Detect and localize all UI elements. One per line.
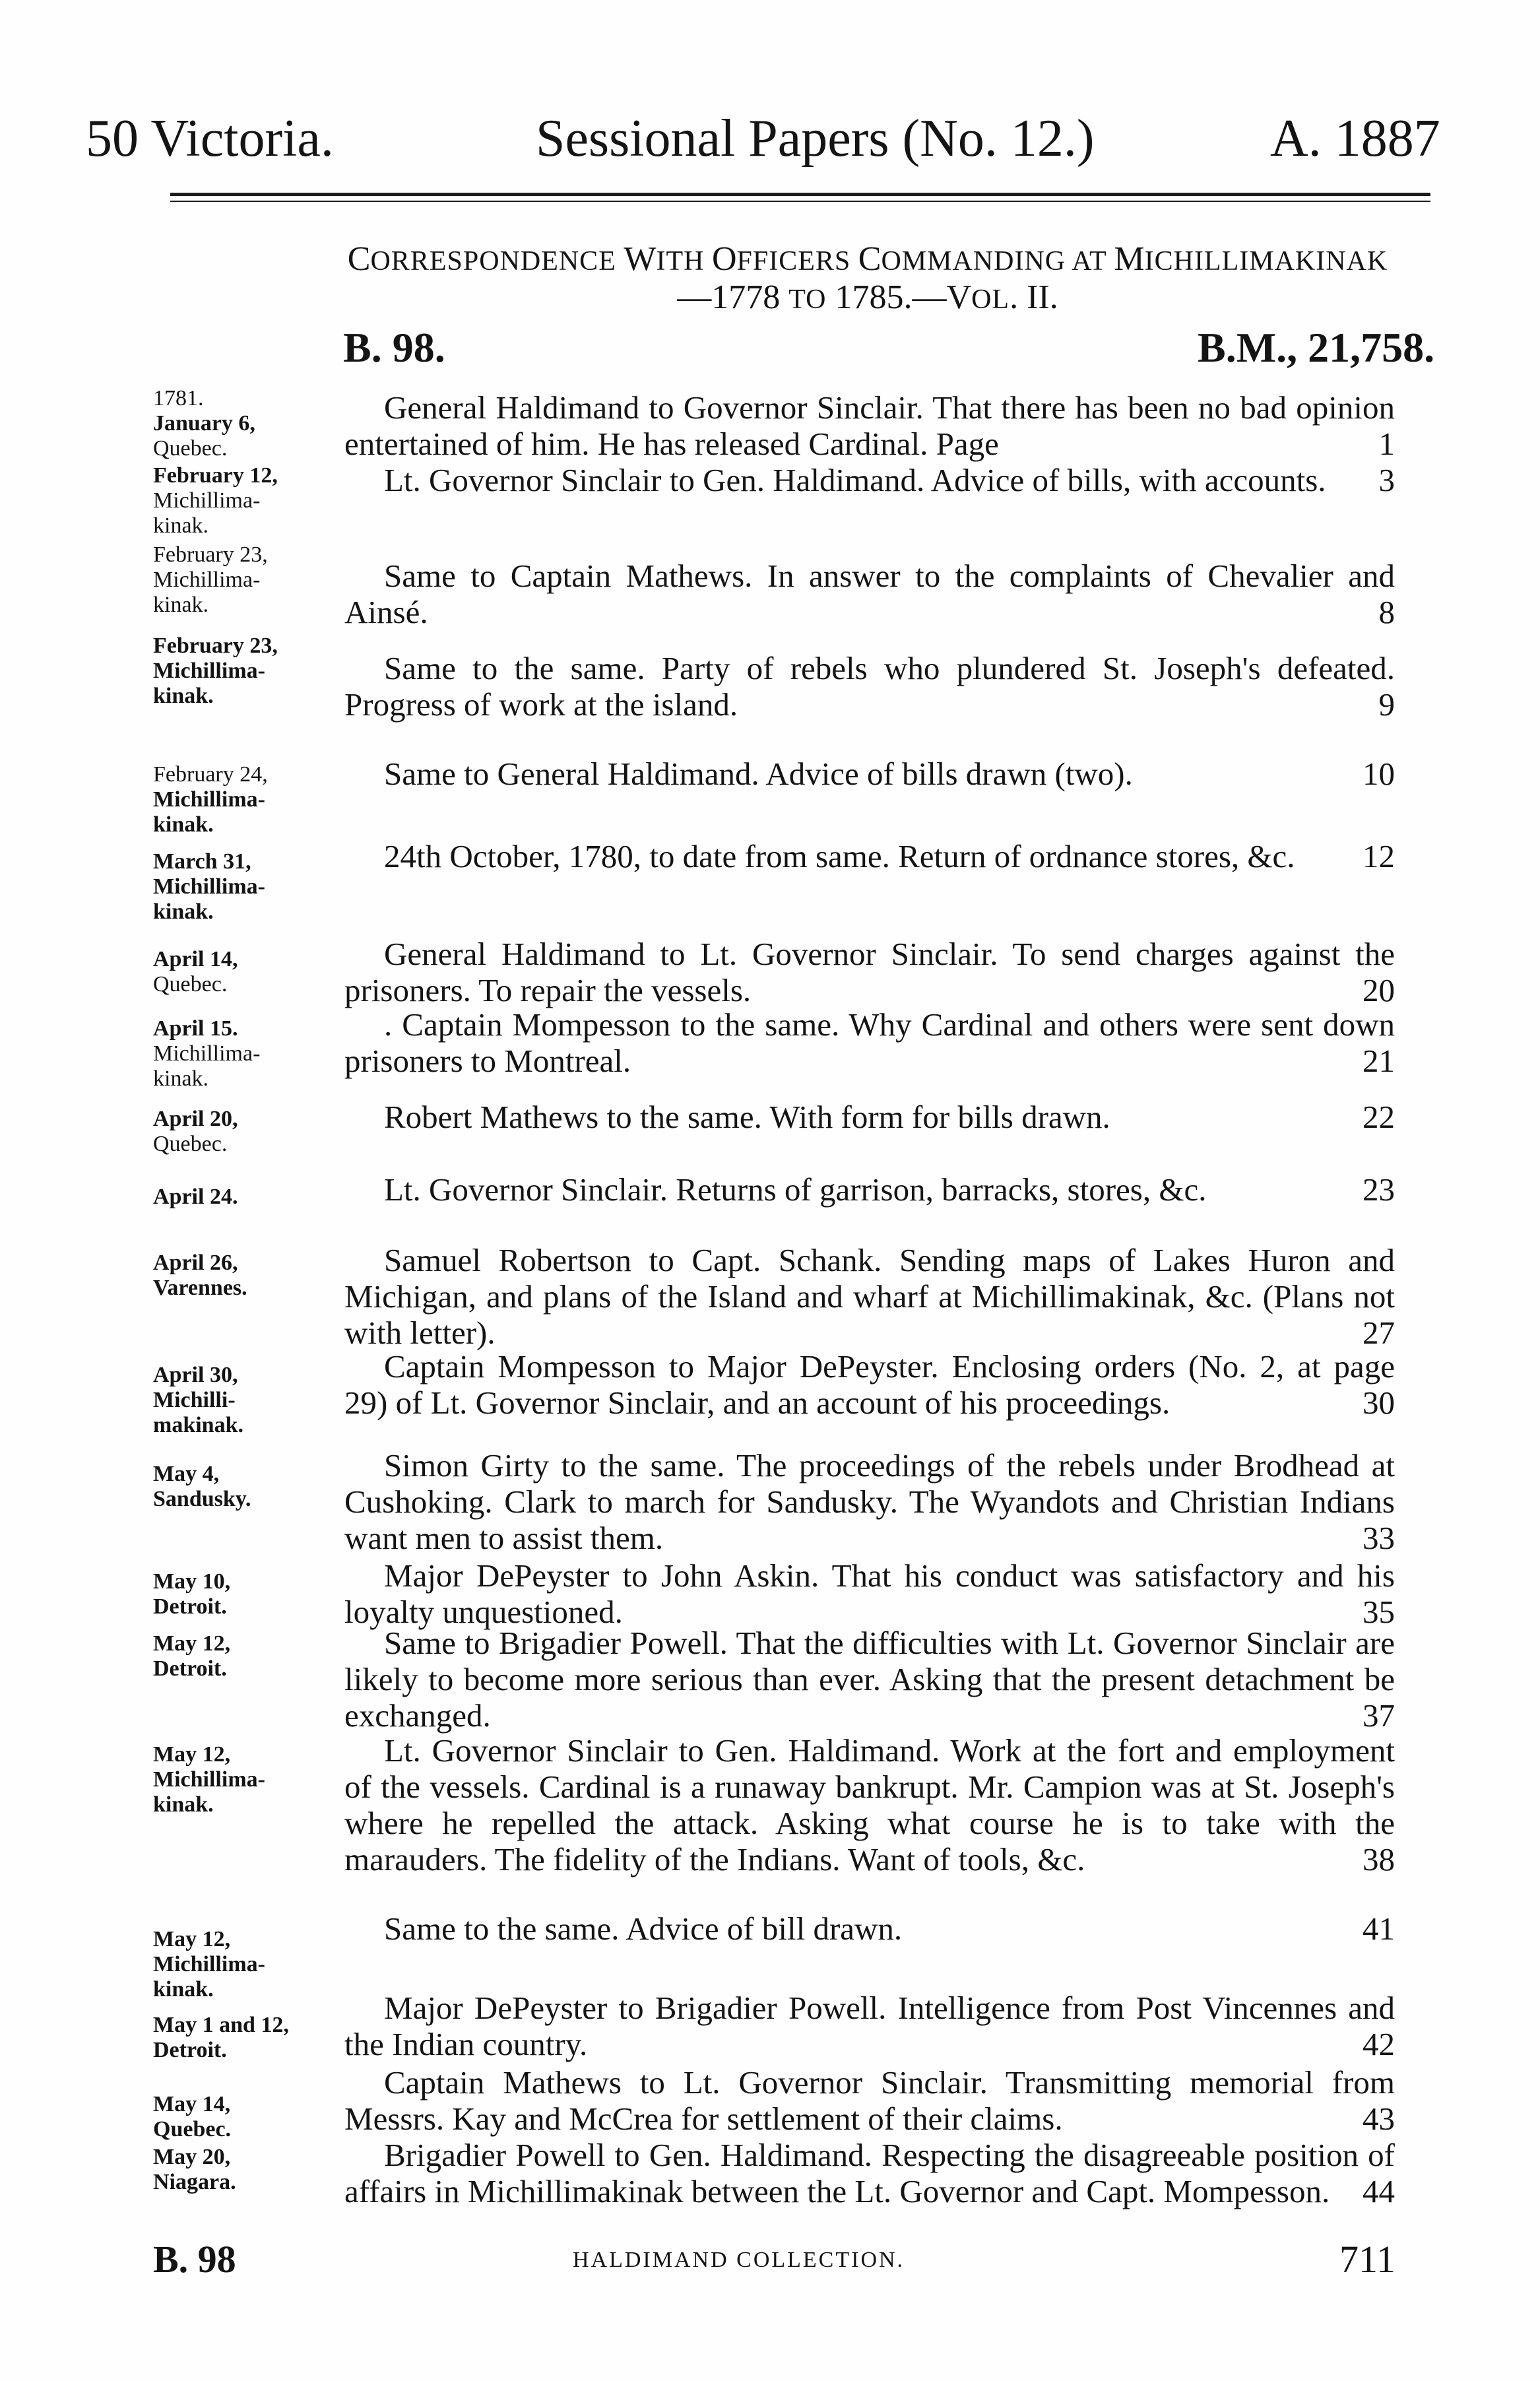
page-number: 23 xyxy=(1363,1171,1395,1208)
margin-note: April 30, Michilli- makinak. xyxy=(153,1363,243,1437)
page-number: 33 xyxy=(1363,1520,1395,1556)
calendar-entry: Robert Mathews to the same. With form for bills drawn. 22 xyxy=(384,1099,1395,1135)
calendar-entry: Simon Girty to the same. The proceedings of the rebels under Brodhead at Cushoking. Clark to march for Sandusky. The Wyandots and Christian Indians want men to assist them. 33 xyxy=(344,1447,1395,1556)
margin-note: May 12, Michillima- kinak. xyxy=(153,1742,265,1817)
margin-note: May 1 and 12, Detroit. xyxy=(153,2013,289,2062)
margin-note: February 12, Michillima- kinak. xyxy=(153,463,278,538)
calendar-entry: Lt. Governor Sinclair. Returns of garrison, barracks, stores, &c. 23 xyxy=(384,1171,1395,1208)
calendar-entry: Same to Captain Mathews. In answer to the complaints of Chevalier and Ainsé. 8 xyxy=(344,558,1395,630)
footer-page-number: 711 xyxy=(1339,2238,1396,2281)
header-volume: 50 Victoria. xyxy=(86,110,334,168)
calendar-entry: Captain Mompesson to Major DePeyster. Enclosing orders (No. 2, at page 29) of Lt. Governor Sinclair, and an account of his proceedings. 30 xyxy=(344,1348,1395,1421)
margin-note: May 10, Detroit. xyxy=(153,1569,231,1619)
page-number: 22 xyxy=(1363,1099,1395,1135)
series-reference: B. 98. xyxy=(343,324,445,371)
header-year: A. 1887 xyxy=(1270,110,1440,168)
page-number: 10 xyxy=(1363,756,1395,792)
page-number: 37 xyxy=(1363,1697,1395,1734)
page-number: 27 xyxy=(1363,1315,1395,1351)
footer-collection-title: HALDIMAND COLLECTION. xyxy=(573,2248,905,2272)
section-title-line2: —1778 TO 1785.—VOL. II. xyxy=(677,278,1058,316)
page-number: 12 xyxy=(1363,838,1395,874)
british-museum-reference: B.M., 21,758. xyxy=(1198,324,1435,371)
page-number: 44 xyxy=(1363,2173,1395,2209)
margin-note: February 23, Michillima- kinak. xyxy=(153,542,268,617)
page-number: 30 xyxy=(1363,1385,1395,1421)
footer-series-mark: B. 98 xyxy=(153,2238,236,2281)
page-number: 41 xyxy=(1363,1910,1395,1947)
header-rule-thin xyxy=(170,201,1430,202)
calendar-entry: Same to the same. Party of rebels who plundered St. Joseph's defeated. Progress of work at the island. 9 xyxy=(344,650,1395,723)
calendar-entry: Samuel Robertson to Capt. Schank. Sending maps of Lakes Huron and Michigan, and plans of the Island and wharf at Michillimakinak, &c. (Plans not with letter). 27 xyxy=(344,1242,1395,1351)
calendar-entry: General Haldimand to Lt. Governor Sinclair. To send charges against the prisoners. To repair the vessels. 20 xyxy=(344,936,1395,1008)
page-number: 1 xyxy=(1378,426,1395,462)
calendar-entry: Major DePeyster to John Askin. That his conduct was satisfactory and his loyalty unquestioned. 35 xyxy=(344,1557,1395,1630)
page-number: 35 xyxy=(1363,1594,1395,1630)
calendar-entry: Brigadier Powell to Gen. Haldimand. Respecting the disagreeable position of affairs in Michillimakinak between the Lt. Governor and Capt. Mompesson. 44 xyxy=(344,2137,1395,2209)
margin-note: April 24. xyxy=(153,1185,238,1209)
calendar-entry: Lt. Governor Sinclair to Gen. Haldimand. Work at the fort and employment of the vessels. Cardinal is a runaway bankrupt. Mr. Campion was at St. Joseph's where he repelled the attack. Asking what course he is to take with the marauders. The fidelity of the Indians. Want of tools, &c. 38 xyxy=(344,1732,1395,1877)
page-number: 42 xyxy=(1363,2026,1395,2062)
calendar-entry: Major DePeyster to Brigadier Powell. Intelligence from Post Vincennes and the Indian country. 42 xyxy=(344,1990,1395,2062)
margin-note: February 24, Michillima- kinak. xyxy=(153,762,268,837)
header-rule-thick xyxy=(170,193,1430,196)
page-number: 8 xyxy=(1378,594,1395,630)
margin-note: April 26, Varennes. xyxy=(153,1251,247,1300)
margin-note: May 4, Sandusky. xyxy=(153,1462,251,1511)
margin-note: May 20, Niagara. xyxy=(153,2145,236,2194)
section-title-line1: CORRESPONDENCE WITH OFFICERS COMMANDING AT MICHILLIMAKINAK xyxy=(347,240,1388,278)
margin-note: April 20, Quebec. xyxy=(153,1107,238,1156)
header-series: Sessional Papers (No. 12.) xyxy=(536,110,1095,168)
margin-note: May 12, Michillima- kinak. xyxy=(153,1927,265,2002)
margin-note: 1781. January 6, Quebec. xyxy=(153,386,255,461)
margin-note: May 12, Detroit. xyxy=(153,1631,231,1681)
calendar-entry: General Haldimand to Governor Sinclair. That there has been no bad opinion entertained of him. He has released Cardinal. Page 1 xyxy=(344,389,1395,462)
margin-note: May 14, Quebec. xyxy=(153,2092,232,2141)
margin-note: February 23, Michillima- kinak. xyxy=(153,634,278,708)
calendar-entry: Lt. Governor Sinclair to Gen. Haldimand. Advice of bills, with accounts. 3 xyxy=(384,462,1395,498)
calendar-entry: Captain Mathews to Lt. Governor Sinclair. Transmitting memorial from Messrs. Kay and McCrea for settlement of their claims. 43 xyxy=(344,2064,1395,2137)
calendar-entry: 24th October, 1780, to date from same. Return of ordnance stores, &c. 12 xyxy=(384,838,1395,874)
margin-note: April 15. Michillima- kinak. xyxy=(153,1016,261,1091)
calendar-entry: Same to Brigadier Powell. That the difficulties with Lt. Governor Sinclair are likely to become more serious than ever. Asking that the present detachment be exchanged. 37 xyxy=(344,1625,1395,1734)
page-number: 3 xyxy=(1378,462,1395,498)
page-number: 43 xyxy=(1363,2101,1395,2137)
calendar-entry: Same to General Haldimand. Advice of bills drawn (two). 10 xyxy=(384,756,1395,792)
page-number: 9 xyxy=(1378,686,1395,723)
page-number: 20 xyxy=(1363,972,1395,1008)
calendar-entry: . Captain Mompesson to the same. Why Cardinal and others were sent down prisoners to Montreal. 21 xyxy=(344,1006,1395,1079)
calendar-entry: Same to the same. Advice of bill drawn. 41 xyxy=(384,1910,1395,1947)
page-number: 21 xyxy=(1363,1043,1395,1079)
page-number: 38 xyxy=(1363,1841,1395,1877)
margin-note: April 14, Quebec. xyxy=(153,947,238,996)
margin-note: March 31, Michillima- kinak. xyxy=(153,849,265,924)
